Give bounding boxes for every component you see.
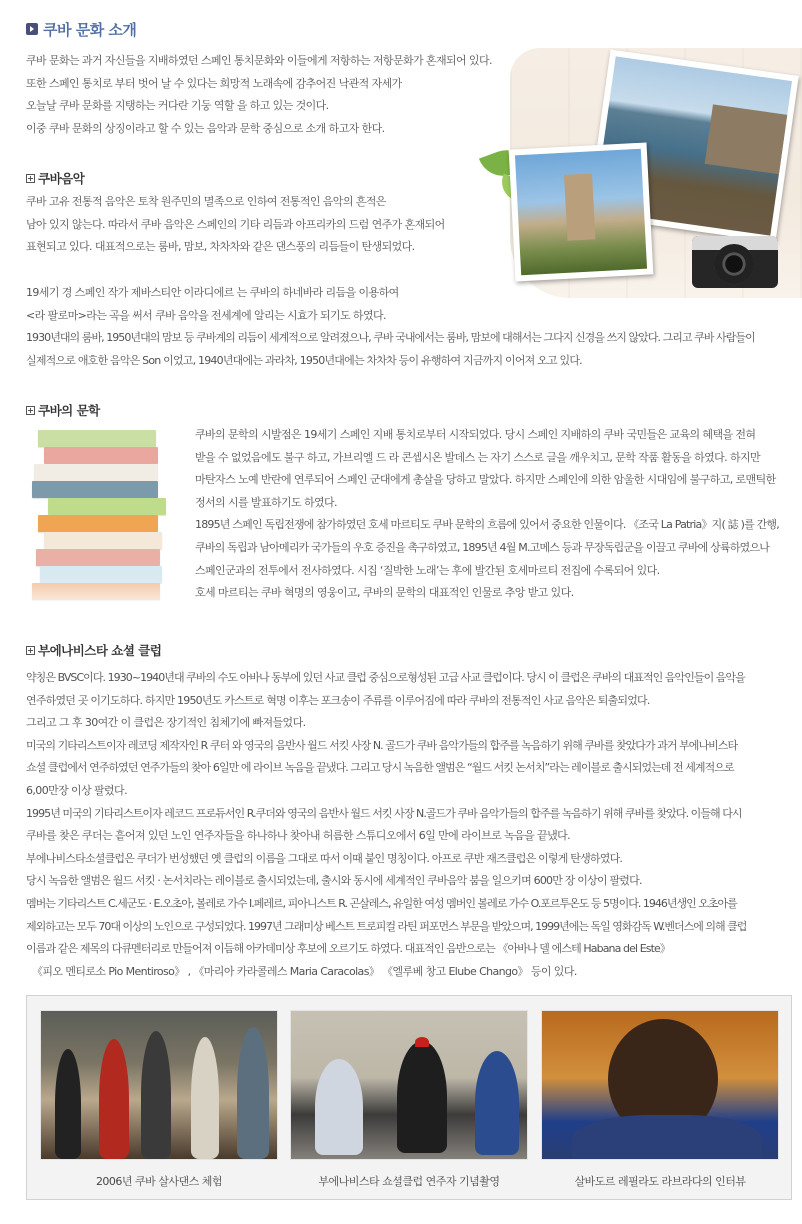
music-heading: 쿠바음악 [38,171,85,186]
literature-line: 받을 수 없었음에도 불구 하고, 가브리엘 드 라 콘셉시온 발데스 는 자기 스스로 글을 깨우치고, 문학 작품 활동을 하였다. 하지만 [195,450,761,464]
literature-line: 쿠바의 독립과 남아메리카 국가들의 우호 증진을 촉구하였고, 1895년 4월 M.고메스 등과 무장독립군을 이끌고 쿠바에 상륙하였으나 [195,540,770,554]
intro-line: 쿠바 문화는 과거 자신들을 지배하였던 스페인 통치문화와 이들에게 저항하는 저항문화가 혼재되어 있다. [26,54,492,67]
club-line: 멤버는 기타리스트 C.세군도 · E.오초아, 볼레로 가수 I.페레르, 피아니스트 R. 곤살레스, 유일한 여성 멤버인 볼레로 가수 O.포르투온도 등 5명이다. 1946년생인 오초아를 [26,896,737,910]
music-line: 쿠바 고유 전통적 음악은 토착 원주민의 멸족으로 인하여 전통적인 음악의 흔적은 [26,195,386,208]
club-line: 이름과 같은 제목의 다큐멘터리로 만들어져 이듬해 아카데미상 후보에 오르기도 하였다. 대표적인 음반으로는 《아바나 델 에스테 Habana del Este》 [26,942,671,956]
literature-line: 정서의 시를 발표하기도 하였다. [195,495,337,509]
club-line: 《피오 멘티로소 Pio Mentiroso》 , 《마리아 카라콜레스 Maria Caracolas》 《엘루베 창고 Elube Chango》 등이 있다. [32,964,577,978]
page-title-row [26,18,136,40]
gallery-caption: 부에나비스타 쇼셜클럽 연주자 기념촬영 [318,1175,500,1188]
intro-line: 이중 쿠바 문화의 상징이라고 할 수 있는 음악과 문학 중심으로 소개 하고자 한다. [26,121,385,135]
plus-box-icon [26,406,35,415]
gallery-caption: 2006년 쿠바 살사댄스 체험 [95,1175,223,1188]
plus-box-icon [26,174,35,183]
intro-line: 오늘날 쿠바 문화를 지탱하는 커다란 기둥 역할 을 하고 있는 것이다. [26,99,329,113]
gallery-caption: 살바도르 레필라도 라브라다의 인터뷰 [574,1175,746,1188]
music-section-heading [26,170,84,186]
club-line: 쇼셜 클럽에서 연주하였던 연주가들의 찾아 6일만 에 라이브 녹음을 끝냈다. 그리고 당시 녹음한 앨범은 “월드 서킷 논서치”라는 레이블로 출시되었는데 전 세계적으로 [26,761,734,775]
club-line: 당시 녹음한 앨범은 월드 서킷 · 논서치라는 레이블로 출시되었는데, 출시와 동시에 세계적인 쿠바음악 붐을 일으키며 600만 장 이상이 팔렸다. [26,874,642,888]
fortress-photo [509,142,654,281]
literature-heading: 쿠바의 문학 [38,403,100,418]
club-line: 연주하였던 곳 이기도하다. 하지만 1950년도 카스트로 혁명 이후는 포크송이 주류를 이루어짐에 따라 쿠바의 전통적인 사교 음악은 퇴출되었다. [26,693,650,707]
club-line: 부에나비스타소셜클럽은 쿠더가 번성했던 옛 클럽의 이름을 그대로 따서 이때 붙인 명칭이다. 아프로 쿠반 재즈클럽은 이렇게 탄생하였다. [26,851,623,865]
arrow-bullet-icon [26,23,38,35]
club-line: 제외하고는 모두 70대 이상의 노인으로 구성되었다. 1997년 그래미상 베스트 트로피컬 라틴 퍼포먼스 부문을 받았으며, 1999년에는 독일 영화감독 W.벤더스에 의해 클럽 [26,919,747,933]
intro-paragraph [26,50,492,140]
literature-line: 스페인군과의 전투에서 전사하였다. 시집 ‘질박한 노래’는 후에 발간된 호세마르티 전집에 수록되어 있다. [195,563,660,577]
photo-gallery [26,995,792,1200]
gallery-photo-salsa[interactable] [40,1010,278,1160]
literature-section-heading [26,402,100,418]
literature-line: 1895년 스페인 독립전쟁에 참가하였던 호세 마르티도 쿠바 문학의 흐름에 있어서 중요한 인물이다. 《조국 La Patria》지( 誌 )를 간행, [195,518,779,532]
club-line: 미국의 기타리스트이자 레코딩 제작자인 R 쿠터 와 영국의 음반사 월드 서킷 사장 N. 골드가 쿠바 음악가들의 합주를 녹음하기 위해 쿠바를 찾았다가 과거 부에나비스타 [26,738,738,752]
page-title: 쿠바 문화 소개 [43,20,137,39]
book-stack-image [30,428,180,614]
cuba-photo-collage [470,48,802,300]
club-line: 6,00만장 이상 팔렸다. [26,783,127,797]
music-line: <라 팔로마>라는 곡을 써서 쿠바 음악을 전세계에 알리는 시효가 되기도 하였다. [26,308,386,322]
music-line: 표현되고 있다. 대표적으로는 룸바, 맘보, 차차차와 같은 댄스풍의 리듬들이 탄생되었다. [26,240,415,254]
club-heading: 부에나비스타 쇼셜 클럽 [38,643,162,658]
music-line: 1930년대의 룸바, 1950년대의 맘보 등 쿠바계의 리듬이 세계적으로 알려졌으나, 쿠바 국내에서는 룸바, 맘보에 대해서는 그다지 신경을 쓰지 않았다. 그리고 쿠바 사람들이 [26,331,755,345]
intro-line: 또한 스페인 통치로 부터 벗어 날 수 있다는 희망적 노래속에 감추어진 낙관적 자세가 [26,76,402,90]
club-line: 약칭은 BVSC이다. 1930~1940년대 쿠바의 수도 아바나 동부에 있던 사교 클럽 중심으로형성된 고급 사교 클럽이다. 당시 이 클럽은 쿠바의 대표적인 음악인들이 음악을 [26,671,745,684]
plus-box-icon [26,646,35,655]
gallery-photo-club-musicians[interactable] [290,1010,528,1160]
literature-line: 호세 마르티는 쿠바 혁명의 영웅이고, 쿠바의 문학의 대표적인 인물로 추앙 받고 있다. [195,586,574,600]
music-line: 실제적으로 애호한 음악은 Son 이었고, 1940년대에는 과라차, 1950년대에는 차차차 등이 유행하여 지금까지 이어져 오고 있다. [26,353,582,367]
camera-icon [692,236,778,288]
music-line: 남아 있지 않는다. 따라서 쿠바 음악은 스페인의 기타 리듬과 아프리카의 드럼 연주가 혼재되어 [26,217,445,231]
literature-line: 마탄자스 노예 반란에 연루되어 스페인 군대에게 총살을 당하고 말았다. 하지만 스페인에 의한 암울한 시대임에 불구하고, 로맨틱한 [195,473,776,487]
club-line: 쿠바를 찾은 쿠더는 흩어져 있던 노인 연주자들을 하나하나 찾아내 허름한 스튜디오에서 6일 만에 라이브로 녹음을 끝냈다. [26,829,571,843]
literature-paragraph [195,424,779,605]
music-line: 19세기 경 스페인 작가 제바스티안 이라디에르 는 쿠바의 하네바라 리듬을 이용하여 [26,286,399,299]
literature-line: 쿠바의 문학의 시발점은 19세기 스페인 지배 통치로부터 시작되었다. 당시 스페인 지배하의 쿠바 국민들은 교육의 혜택을 전혀 [195,428,756,441]
gallery-photo-interview[interactable] [541,1010,779,1160]
music-paragraph-1 [26,191,445,259]
music-paragraph-2 [26,282,755,372]
club-line: 그리고 그 후 30여간 이 클럽은 장기적인 침체기에 빠져들었다. [26,716,306,730]
club-line: 1995년 미국의 기타리스트이자 레코드 프로듀서인 R.쿠더와 영국의 음반사 월드 서킷 사장 N.골드가 쿠바 음악가들의 합주를 녹음하기 위해 쿠바를 찾았다. 이들해 다시 [26,806,742,820]
club-section-heading [26,642,161,658]
club-paragraph [26,667,746,983]
